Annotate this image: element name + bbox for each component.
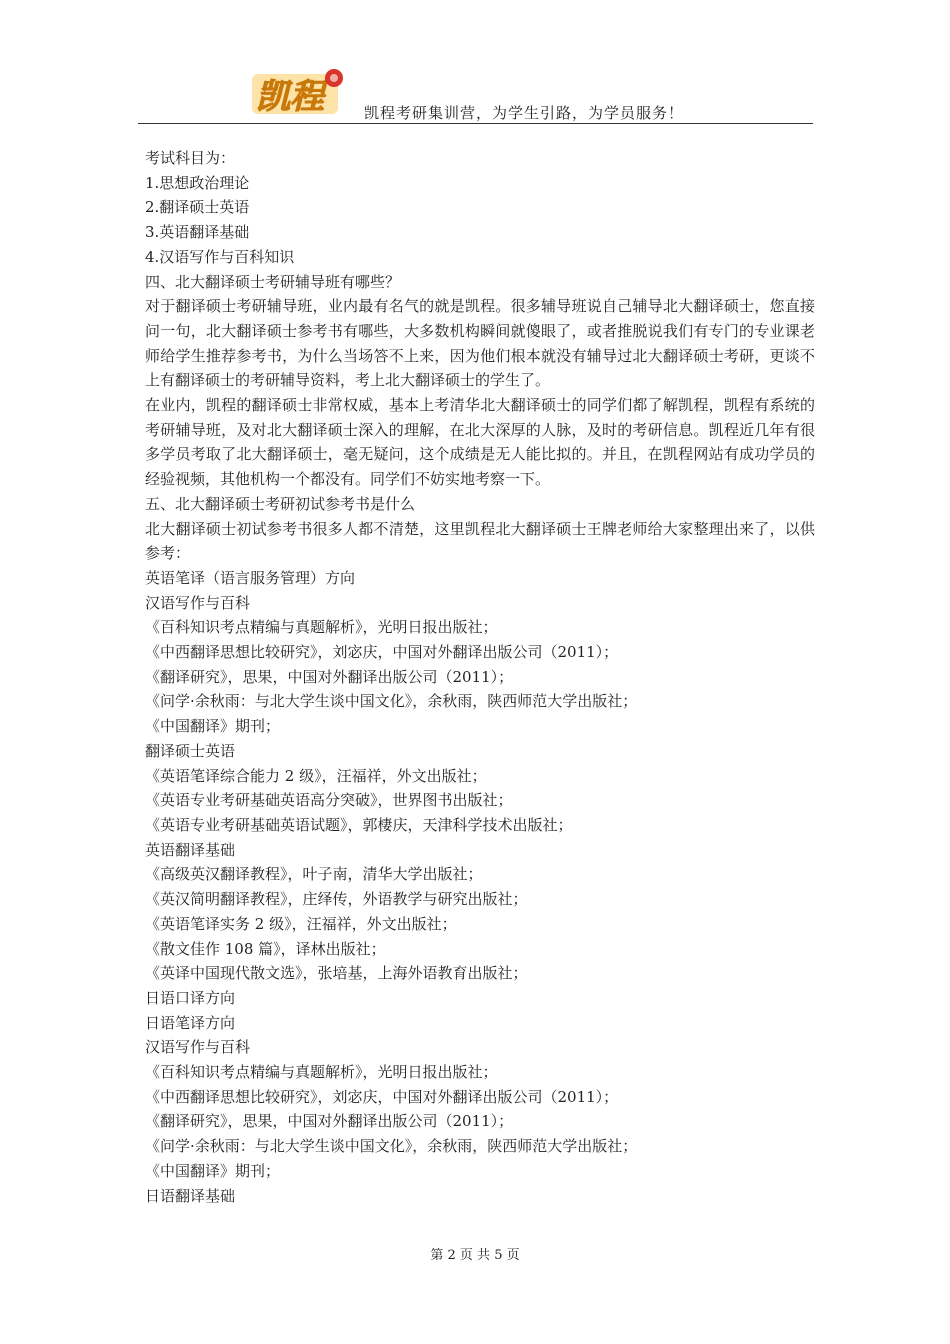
text-line: 五、北大翻译硕士考研初试参考书是什么 (145, 494, 416, 513)
text-line: 《中西翻译思想比较研究》，刘宓庆，中国对外翻译出版公司（2011）； (145, 1087, 619, 1106)
text-line: 3.英语翻译基础 (145, 223, 250, 242)
text-line: 2.翻译硕士英语 (145, 198, 250, 217)
text-line: 《英语笔译综合能力 2 级》，汪福祥，外文出版社； (145, 766, 487, 785)
text-line: 《翻译研究》，思果，中国对外翻译出版公司（2011）； (145, 667, 514, 686)
text-line: 1.思想政治理论 (145, 173, 250, 192)
text-line: 《中西翻译思想比较研究》，刘宓庆，中国对外翻译出版公司（2011）； (145, 643, 619, 662)
text-line: 日语笔译方向 (145, 1013, 236, 1032)
text-line: 英语笔译（语言服务管理）方向 (145, 568, 356, 587)
logo-text: 凯程 (256, 77, 324, 117)
text-line: 英语翻译基础 (145, 840, 236, 859)
text-line: 《英语专业考研基础英语试题》，郭棲庆，天津科学技术出版社； (145, 815, 573, 834)
header-divider (138, 123, 813, 124)
text-line: 日语口译方向 (145, 988, 236, 1007)
text-line: 《中国翻译》期刊； (145, 1161, 281, 1180)
body-paragraph: 对于翻译硕士考研辅导班，业内最有名气的就是凯程。很多辅导班说自己辅导北大翻译硕士，您直接问一句，北大翻译硕士参考书有哪些，大多数机构瞬间就傻眼了，或者推脱说我们有专门的专业课老师给学生推荐参考书，为什么当场答不上来，因为他们根本就没有辅导过北大翻译硕士考研，更谈不上有翻译硕士的考研辅导资料，考上北大翻译硕士的学生了。 (145, 297, 815, 390)
text-line: 四、北大翻译硕士考研辅导班有哪些？ (145, 272, 401, 291)
body-paragraph: 在业内，凯程的翻译硕士非常权威，基本上考清华北大翻译硕士的同学们都了解凯程，凯程有系统的考研辅导班，及对北大翻译硕士深入的理解，在北大深厚的人脉，及时的考研信息。凯程近几年有很多学员考取了北大翻译硕士，毫无疑问，这个成绩是无人能比拟的。并且，在凯程网站有成功学员的经验视频，其他机构一个都没有。同学们不妨实地考察一下。 (145, 396, 815, 489)
text-line: 《中国翻译》期刊； (145, 717, 281, 736)
document-body (145, 146, 815, 1208)
text-line: 《高级英汉翻译教程》，叶子南，清华大学出版社； (145, 865, 483, 884)
text-line: 《问学·余秋雨：与北大学生谈中国文化》，余秋雨，陕西师范大学出版社； (145, 692, 638, 711)
text-line: 《百科知识考点精编与真题解析》，光明日报出版社； (145, 1063, 498, 1082)
page-header (138, 60, 813, 124)
text-line: 汉语写作与百科 (145, 593, 251, 612)
text-line: 日语翻译基础 (145, 1186, 236, 1205)
text-line: 《英语专业考研基础英语高分突破》，世界图书出版社； (145, 791, 513, 810)
header-slogan: 凯程考研集训营，为学生引路，为学员服务！ (364, 104, 685, 122)
text-line: 《翻译研究》，思果，中国对外翻译出版公司（2011）； (145, 1112, 514, 1131)
text-line: 考试科目为： (145, 149, 236, 167)
kaicheng-logo (250, 66, 346, 118)
text-line: 《散文佳作 108 篇》，译林出版社； (145, 939, 386, 958)
text-line: 汉语写作与百科 (145, 1038, 251, 1057)
text-line: 4.汉语写作与百科知识 (145, 247, 295, 266)
text-line: 《英译中国现代散文选》，张培基，上海外语教育出版社； (145, 964, 528, 983)
text-line: 《英汉简明翻译教程》，庄绎传，外语教学与研究出版社； (145, 890, 528, 909)
text-line: 翻译硕士英语 (145, 741, 236, 760)
body-paragraph: 北大翻译硕士初试参考书很多人都不清楚，这里凯程北大翻译硕士王牌老师给大家整理出来了，以供参考： (145, 519, 815, 563)
page-number: 第 2 页 共 5 页 (430, 1248, 520, 1263)
text-line: 《问学·余秋雨：与北大学生谈中国文化》，余秋雨，陕西师范大学出版社； (145, 1137, 638, 1156)
text-line: 《百科知识考点精编与真题解析》，光明日报出版社； (145, 618, 498, 637)
text-line: 《英语笔译实务 2 级》，汪福祥，外文出版社； (145, 914, 457, 933)
